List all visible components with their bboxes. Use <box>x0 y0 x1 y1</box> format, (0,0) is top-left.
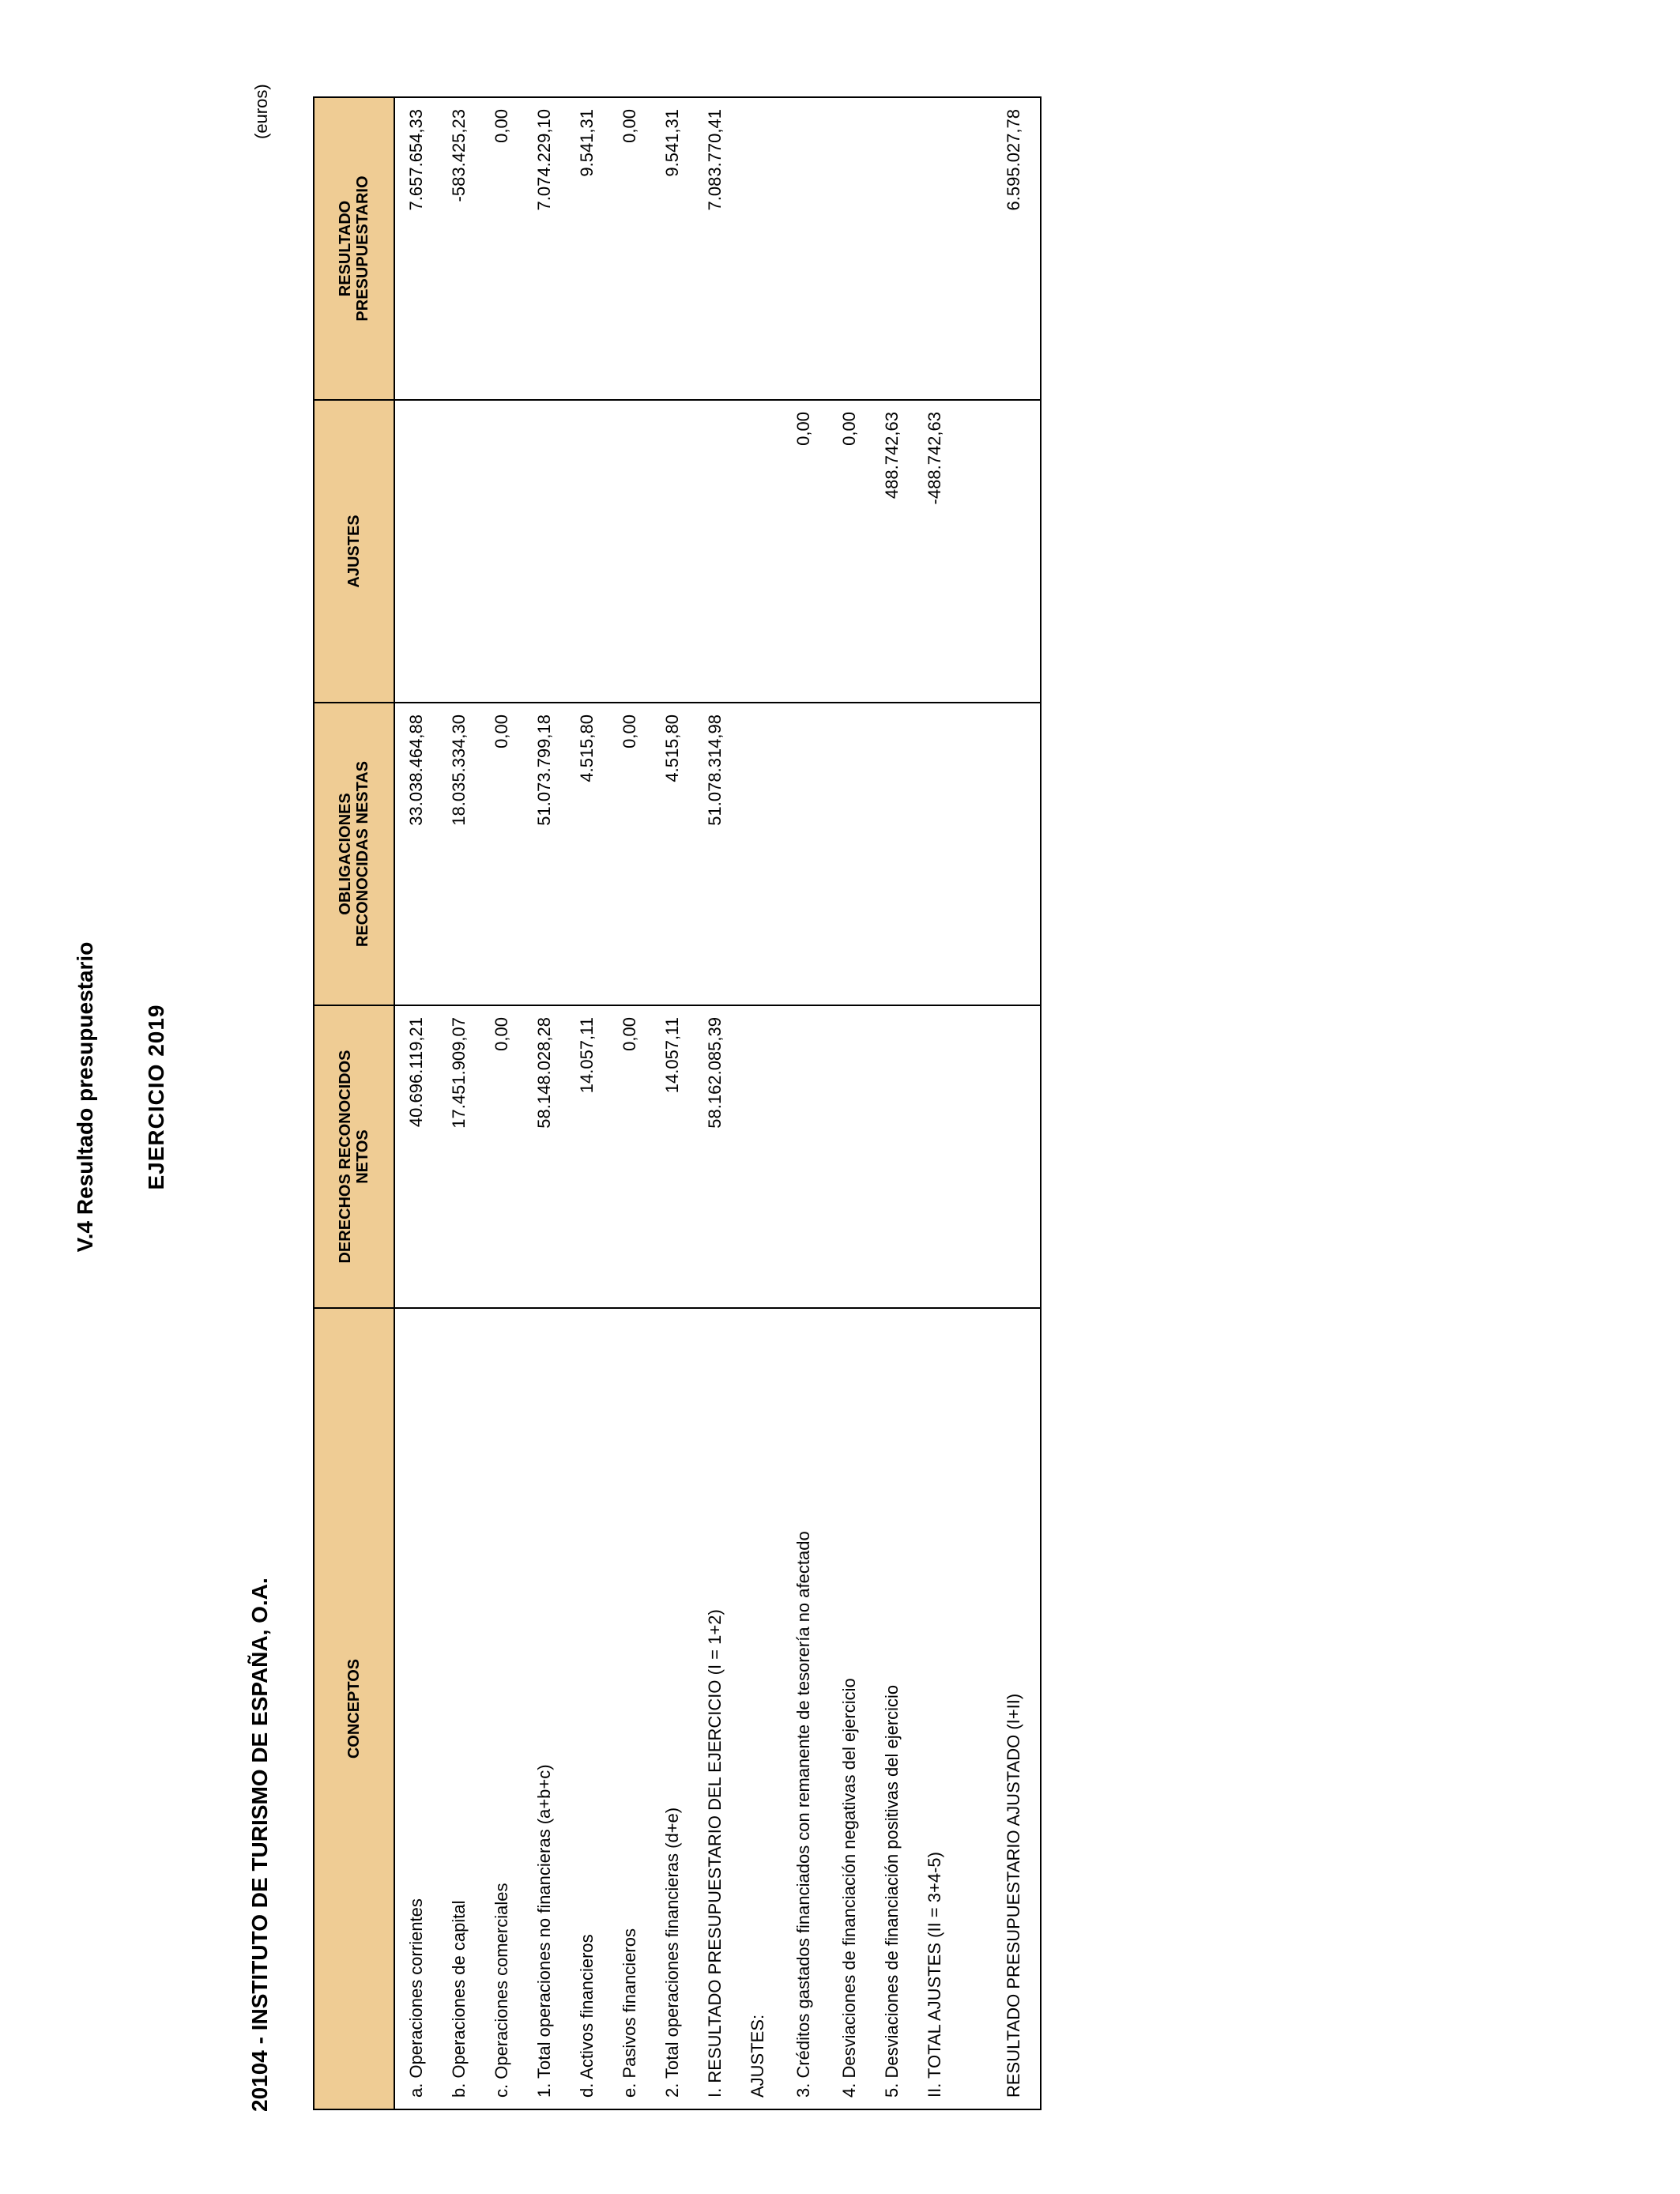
header-conceptos <box>314 1308 394 2109</box>
report-title: V.4 Resultado presupuestario <box>73 941 97 1253</box>
cell-ajustes <box>566 400 608 703</box>
cell-resultado: 7.074.229,10 <box>523 97 566 400</box>
table-row <box>438 97 480 2109</box>
cell-obligaciones: 0,00 <box>480 703 523 1005</box>
table-row <box>828 97 871 2109</box>
cell-ajustes <box>438 400 480 703</box>
cell-derechos: 0,00 <box>480 1005 523 1308</box>
table-row-total <box>988 97 1041 2109</box>
header-row <box>314 97 394 2109</box>
cell-obligaciones: 0,00 <box>608 703 651 1005</box>
entity-name: 20104 - INSTITUTO DE TURISMO DE ESPAÑA, O.A. <box>247 1578 272 2112</box>
cell-concepto: RESULTADO PRESUPUESTARIO AJUSTADO (I+II) <box>988 1308 1041 2109</box>
cell-concepto <box>956 1308 988 2109</box>
cell-resultado <box>736 97 779 400</box>
units-label: (euros) <box>251 84 271 139</box>
header-ajustes <box>314 400 394 703</box>
cell-resultado: 0,00 <box>480 97 523 400</box>
cell-obligaciones: 51.073.799,18 <box>523 703 566 1005</box>
cell-derechos <box>988 1005 1041 1308</box>
cell-concepto: AJUSTES: <box>736 1308 779 2109</box>
cell-concepto: a. Operaciones corrientes <box>394 1308 438 2109</box>
header-derechos-line1: DERECHOS RECONOCIDOS <box>337 1050 354 1264</box>
header-obligaciones-line2: RECONOCIDAS NESTAS <box>354 760 371 948</box>
cell-obligaciones: 51.078.314,98 <box>694 703 736 1005</box>
cell-obligaciones <box>828 703 871 1005</box>
table-row <box>779 97 828 2109</box>
cell-obligaciones <box>988 703 1041 1005</box>
cell-derechos: 14.057,11 <box>651 1005 694 1308</box>
cell-ajustes: 488.742,63 <box>871 400 913 703</box>
budget-result-table <box>313 96 1042 2110</box>
cell-ajustes: 0,00 <box>828 400 871 703</box>
cell-ajustes <box>736 400 779 703</box>
cell-obligaciones <box>913 703 956 1005</box>
table-row <box>956 97 988 2109</box>
cell-obligaciones: 4.515,80 <box>651 703 694 1005</box>
cell-obligaciones <box>779 703 828 1005</box>
cell-concepto: d. Activos financieros <box>566 1308 608 2109</box>
cell-concepto: 4. Desviaciones de financiación negativas del ejercicio <box>828 1308 871 2109</box>
header-resultado-line2: PRESUPUESTARIO <box>354 175 371 322</box>
cell-ajustes <box>480 400 523 703</box>
cell-ajustes: 0,00 <box>779 400 828 703</box>
table-row <box>913 97 956 2109</box>
cell-ajustes <box>523 400 566 703</box>
table-row <box>523 97 566 2109</box>
header-ajustes-label: AJUSTES <box>345 515 363 588</box>
header-resultado <box>314 97 394 400</box>
cell-concepto: c. Operaciones comerciales <box>480 1308 523 2109</box>
cell-concepto: II. TOTAL AJUSTES (II = 3+4-5) <box>913 1308 956 2109</box>
cell-concepto: 1. Total operaciones no financieras (a+b+c) <box>523 1308 566 2109</box>
cell-derechos: 17.451.909,07 <box>438 1005 480 1308</box>
cell-ajustes: -488.742,63 <box>913 400 956 703</box>
cell-resultado: 7.657.654,33 <box>394 97 438 400</box>
table-row <box>871 97 913 2109</box>
cell-resultado <box>913 97 956 400</box>
cell-derechos <box>779 1005 828 1308</box>
cell-resultado <box>828 97 871 400</box>
cell-concepto: b. Operaciones de capital <box>438 1308 480 2109</box>
cell-derechos <box>956 1005 988 1308</box>
cell-derechos <box>736 1005 779 1308</box>
cell-derechos: 14.057,11 <box>566 1005 608 1308</box>
cell-ajustes <box>956 400 988 703</box>
cell-concepto: e. Pasivos financieros <box>608 1308 651 2109</box>
cell-resultado <box>779 97 828 400</box>
table-row <box>608 97 651 2109</box>
cell-obligaciones: 18.035.334,30 <box>438 703 480 1005</box>
fiscal-year-title: EJERCICIO 2019 <box>144 1004 168 1190</box>
cell-derechos <box>871 1005 913 1308</box>
cell-resultado: 7.083.770,41 <box>694 97 736 400</box>
cell-obligaciones <box>956 703 988 1005</box>
cell-derechos <box>828 1005 871 1308</box>
table-row <box>394 97 438 2109</box>
cell-resultado: 9.541,31 <box>651 97 694 400</box>
cell-derechos: 0,00 <box>608 1005 651 1308</box>
header-conceptos-label: CONCEPTOS <box>345 1658 363 1759</box>
cell-derechos: 40.696.119,21 <box>394 1005 438 1308</box>
cell-ajustes <box>651 400 694 703</box>
cell-ajustes <box>694 400 736 703</box>
table-row <box>480 97 523 2109</box>
cell-concepto: 2. Total operaciones financieras (d+e) <box>651 1308 694 2109</box>
header-obligaciones-line1: OBLIGACIONES <box>337 793 354 915</box>
header-obligaciones <box>314 703 394 1005</box>
table-row <box>566 97 608 2109</box>
cell-concepto: 5. Desviaciones de financiación positivas del ejercicio <box>871 1308 913 2109</box>
cell-resultado: -583.425,23 <box>438 97 480 400</box>
cell-obligaciones <box>871 703 913 1005</box>
header-derechos <box>314 1005 394 1308</box>
cell-resultado: 0,00 <box>608 97 651 400</box>
cell-obligaciones <box>736 703 779 1005</box>
table-row <box>694 97 736 2109</box>
cell-ajustes <box>394 400 438 703</box>
table-row <box>736 97 779 2109</box>
cell-concepto: 3. Créditos gastados financiados con remanente de tesorería no afectado <box>779 1308 828 2109</box>
header-derechos-line2: NETOS <box>354 1129 371 1184</box>
cell-derechos <box>913 1005 956 1308</box>
cell-ajustes <box>608 400 651 703</box>
table-row <box>651 97 694 2109</box>
cell-derechos: 58.148.028,28 <box>523 1005 566 1308</box>
cell-ajustes <box>988 400 1041 703</box>
cell-resultado: 6.595.027,78 <box>988 97 1041 400</box>
cell-resultado <box>871 97 913 400</box>
cell-concepto: I. RESULTADO PRESUPUESTARIO DEL EJERCICIO (I = 1+2) <box>694 1308 736 2109</box>
cell-derechos: 58.162.085,39 <box>694 1005 736 1308</box>
cell-resultado: 9.541,31 <box>566 97 608 400</box>
cell-obligaciones: 33.038.464,88 <box>394 703 438 1005</box>
cell-resultado <box>956 97 988 400</box>
header-resultado-line1: RESULTADO <box>337 200 354 297</box>
cell-obligaciones: 4.515,80 <box>566 703 608 1005</box>
